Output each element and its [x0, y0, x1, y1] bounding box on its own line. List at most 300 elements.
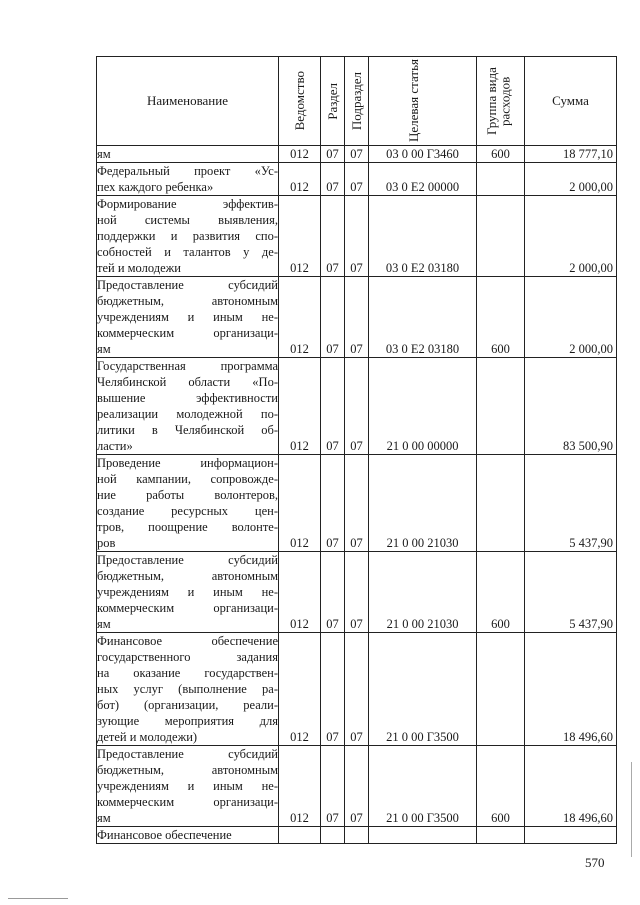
cell-spacer	[279, 681, 320, 697]
cell-spacer	[345, 665, 368, 681]
name-line: учреждениям и иным не-	[97, 779, 278, 793]
cell-target	[369, 827, 477, 844]
cell-spacer	[279, 649, 320, 665]
cell-spacer	[369, 697, 476, 713]
cell-spacer	[477, 665, 524, 681]
cell-spacer	[477, 374, 524, 390]
cell-spacer	[345, 762, 368, 778]
cell-spacer	[369, 325, 476, 341]
cell-value	[477, 438, 524, 454]
cell-spacer	[525, 600, 616, 616]
cell-name	[97, 196, 279, 277]
cell-spacer	[525, 665, 616, 681]
cell-spacer	[477, 568, 524, 584]
cell-value: 07	[326, 730, 339, 744]
cell-spacer	[279, 487, 320, 503]
cell-spacer	[321, 600, 344, 616]
cell-value: 012	[290, 342, 309, 356]
cell-subsection	[345, 633, 369, 746]
cell-spacer	[321, 244, 344, 260]
cell-spacer	[477, 519, 524, 535]
cell-spacer	[321, 293, 344, 309]
cell-name	[97, 552, 279, 633]
cell-spacer	[369, 422, 476, 438]
cell-value: 18 777,10	[563, 147, 613, 161]
cell-value	[477, 179, 524, 195]
cell-spacer	[525, 794, 616, 810]
cell-expense-group	[477, 277, 525, 358]
cell-spacer	[321, 358, 344, 374]
cell-spacer	[279, 163, 320, 179]
name-line: ласти»	[97, 439, 133, 453]
cell-spacer	[345, 422, 368, 438]
cell-spacer	[477, 633, 524, 649]
cell-department	[279, 146, 321, 163]
name-line: Финансовое обеспечение	[97, 634, 278, 648]
cell-spacer	[279, 665, 320, 681]
table-row	[97, 358, 617, 455]
table-row	[97, 277, 617, 358]
name-line: бюджетным, автономным	[97, 294, 278, 308]
cell-spacer	[279, 358, 320, 374]
cell-value: 07	[326, 180, 339, 194]
cell-spacer	[477, 584, 524, 600]
cell-spacer	[369, 746, 476, 762]
cell-spacer	[345, 325, 368, 341]
cell-spacer	[279, 325, 320, 341]
cell-spacer	[369, 649, 476, 665]
cell-spacer	[369, 778, 476, 794]
cell-spacer	[525, 778, 616, 794]
cell-spacer	[345, 293, 368, 309]
cell-spacer	[321, 584, 344, 600]
cell-spacer	[321, 762, 344, 778]
cell-spacer	[525, 406, 616, 422]
cell-value: 18 496,60	[563, 811, 613, 825]
cell-subsection	[345, 827, 369, 844]
cell-spacer	[321, 568, 344, 584]
cell-spacer	[321, 228, 344, 244]
cell-value: 2 000,00	[569, 180, 613, 194]
cell-value: 07	[326, 261, 339, 275]
header-name: Наименование	[97, 57, 279, 146]
cell-section	[321, 196, 345, 277]
cell-spacer	[321, 519, 344, 535]
name-line: учреждениям и иным не-	[97, 585, 278, 599]
cell-value: 012	[290, 730, 309, 744]
cell-spacer	[369, 487, 476, 503]
cell-spacer	[477, 778, 524, 794]
cell-value: 012	[290, 261, 309, 275]
cell-spacer	[369, 713, 476, 729]
cell-spacer	[525, 584, 616, 600]
cell-spacer	[525, 374, 616, 390]
cell-subsection	[345, 196, 369, 277]
cell-spacer	[369, 309, 476, 325]
cell-spacer	[345, 455, 368, 471]
cell-spacer	[477, 390, 524, 406]
cell-department	[279, 358, 321, 455]
cell-spacer	[477, 358, 524, 374]
cell-value: 07	[350, 617, 363, 631]
cell-spacer	[345, 746, 368, 762]
cell-value	[279, 827, 320, 843]
cell-spacer	[321, 633, 344, 649]
cell-spacer	[345, 163, 368, 179]
cell-spacer	[279, 762, 320, 778]
cell-spacer	[345, 277, 368, 293]
cell-value: 07	[326, 147, 339, 161]
cell-spacer	[345, 778, 368, 794]
cell-spacer	[321, 665, 344, 681]
cell-spacer	[477, 552, 524, 568]
cell-department	[279, 277, 321, 358]
cell-spacer	[345, 196, 368, 212]
cell-spacer	[477, 487, 524, 503]
cell-value: 07	[350, 439, 363, 453]
cell-spacer	[345, 552, 368, 568]
cell-sum	[525, 633, 617, 746]
cell-spacer	[369, 552, 476, 568]
cell-spacer	[321, 374, 344, 390]
cell-department	[279, 163, 321, 196]
name-line: ных услуг (выполнение ра-	[97, 682, 278, 696]
cell-spacer	[279, 584, 320, 600]
cell-spacer	[345, 487, 368, 503]
name-line: коммерческим организаци-	[97, 795, 278, 809]
table-row	[97, 552, 617, 633]
cell-value: 012	[290, 147, 309, 161]
cell-department	[279, 633, 321, 746]
cell-sum	[525, 277, 617, 358]
cell-name	[97, 827, 279, 844]
cell-spacer	[369, 293, 476, 309]
cell-value: 07	[350, 811, 363, 825]
cell-spacer	[477, 794, 524, 810]
cell-spacer	[477, 406, 524, 422]
cell-spacer	[477, 746, 524, 762]
name-line: поддержки и развития спо-	[97, 229, 278, 243]
cell-spacer	[279, 778, 320, 794]
cell-expense-group	[477, 552, 525, 633]
cell-spacer	[279, 519, 320, 535]
cell-subsection	[345, 455, 369, 552]
cell-spacer	[345, 390, 368, 406]
cell-spacer	[525, 212, 616, 228]
cell-spacer	[369, 212, 476, 228]
cell-department	[279, 552, 321, 633]
cell-department	[279, 196, 321, 277]
cell-target	[369, 146, 477, 163]
cell-spacer	[321, 406, 344, 422]
cell-spacer	[345, 600, 368, 616]
name-line: Челябинской области «По-	[97, 375, 278, 389]
cell-section	[321, 163, 345, 196]
cell-spacer	[369, 584, 476, 600]
name-line: на оказание государствен-	[97, 666, 278, 680]
cell-spacer	[369, 794, 476, 810]
cell-spacer	[279, 390, 320, 406]
cell-spacer	[369, 665, 476, 681]
cell-spacer	[279, 196, 320, 212]
cell-expense-group	[477, 146, 525, 163]
cell-spacer	[369, 600, 476, 616]
cell-spacer	[369, 196, 476, 212]
name-line: Проведение информацион-	[97, 456, 278, 470]
cell-spacer	[477, 228, 524, 244]
cell-spacer	[279, 422, 320, 438]
table-row	[97, 146, 617, 163]
cell-spacer	[279, 794, 320, 810]
cell-spacer	[345, 584, 368, 600]
cell-spacer	[369, 633, 476, 649]
cell-spacer	[369, 163, 476, 179]
cell-spacer	[321, 212, 344, 228]
table-row	[97, 196, 617, 277]
cell-spacer	[477, 196, 524, 212]
cell-spacer	[345, 649, 368, 665]
name-line: Предоставление субсидий	[97, 747, 278, 761]
cell-target	[369, 358, 477, 455]
cell-expense-group	[477, 358, 525, 455]
cell-spacer	[321, 277, 344, 293]
name-line: ям	[97, 147, 111, 161]
cell-spacer	[369, 390, 476, 406]
cell-spacer	[477, 681, 524, 697]
cell-section	[321, 746, 345, 827]
cell-value: 03 0 E2 03180	[385, 261, 460, 275]
cell-spacer	[525, 358, 616, 374]
cell-value: 600	[491, 342, 510, 356]
name-line: коммерческим организаци-	[97, 326, 278, 340]
cell-spacer	[369, 568, 476, 584]
cell-expense-group	[477, 746, 525, 827]
cell-spacer	[321, 649, 344, 665]
cell-section	[321, 277, 345, 358]
cell-spacer	[345, 471, 368, 487]
name-line: ям	[97, 617, 111, 631]
cell-value: 600	[491, 147, 510, 161]
cell-value	[477, 827, 524, 843]
cell-value: 2 000,00	[569, 342, 613, 356]
cell-spacer	[279, 228, 320, 244]
cell-name	[97, 146, 279, 163]
cell-sum	[525, 358, 617, 455]
cell-spacer	[369, 406, 476, 422]
cell-value: 21 0 00 Г3500	[386, 811, 459, 825]
cell-spacer	[477, 600, 524, 616]
cell-spacer	[477, 471, 524, 487]
cell-spacer	[345, 697, 368, 713]
cell-spacer	[369, 374, 476, 390]
cell-spacer	[525, 293, 616, 309]
cell-spacer	[279, 746, 320, 762]
cell-spacer	[321, 390, 344, 406]
cell-name	[97, 455, 279, 552]
cell-target	[369, 633, 477, 746]
cell-value: 600	[491, 811, 510, 825]
cell-spacer	[279, 713, 320, 729]
name-line: Формирование эффектив-	[97, 197, 278, 211]
cell-spacer	[321, 794, 344, 810]
cell-value: 012	[290, 617, 309, 631]
cell-spacer	[525, 309, 616, 325]
table-row	[97, 163, 617, 196]
cell-value: 21 0 00 21030	[386, 536, 459, 550]
cell-spacer	[279, 374, 320, 390]
cell-spacer	[345, 212, 368, 228]
cell-subsection	[345, 277, 369, 358]
cell-spacer	[345, 794, 368, 810]
cell-name	[97, 633, 279, 746]
cell-spacer	[279, 293, 320, 309]
cell-spacer	[321, 487, 344, 503]
cell-spacer	[525, 390, 616, 406]
cell-spacer	[321, 681, 344, 697]
cell-spacer	[345, 681, 368, 697]
cell-value: 18 496,60	[563, 730, 613, 744]
header-sum: Сумма	[525, 57, 617, 146]
cell-value	[525, 827, 616, 843]
cell-spacer	[477, 244, 524, 260]
cell-spacer	[279, 503, 320, 519]
cell-spacer	[477, 649, 524, 665]
name-line: ям	[97, 811, 111, 825]
cell-name	[97, 358, 279, 455]
cell-value: 03 0 E2 03180	[385, 342, 460, 356]
cell-spacer	[345, 633, 368, 649]
cell-spacer	[525, 713, 616, 729]
cell-spacer	[369, 244, 476, 260]
name-line: бюджетным, автономным	[97, 763, 278, 777]
cell-value: 21 0 00 00000	[386, 439, 459, 453]
table-row	[97, 746, 617, 827]
cell-spacer	[279, 697, 320, 713]
cell-value: 03 0 00 Г3460	[386, 147, 459, 161]
cell-spacer	[525, 277, 616, 293]
cell-spacer	[477, 697, 524, 713]
cell-value: 07	[326, 342, 339, 356]
cell-spacer	[321, 471, 344, 487]
cell-section	[321, 633, 345, 746]
cell-spacer	[369, 762, 476, 778]
cell-spacer	[525, 649, 616, 665]
name-line: Федеральный проект «Ус-	[97, 164, 278, 178]
name-line: бот) (организации, реали-	[97, 698, 278, 712]
cell-spacer	[525, 681, 616, 697]
cell-spacer	[525, 519, 616, 535]
name-line: реализации молодежной по-	[97, 407, 278, 421]
cell-spacer	[321, 325, 344, 341]
cell-section	[321, 358, 345, 455]
cell-expense-group	[477, 196, 525, 277]
cell-spacer	[525, 163, 616, 179]
name-line: ям	[97, 342, 111, 356]
name-line: Государственная программа	[97, 359, 278, 373]
name-line: собностей и талантов у де-	[97, 245, 278, 259]
cell-name	[97, 163, 279, 196]
cell-spacer	[477, 212, 524, 228]
cell-value	[477, 260, 524, 276]
cell-value: 012	[290, 536, 309, 550]
scan-artifact-line	[8, 898, 68, 899]
name-line: ние работы волонтеров,	[97, 488, 278, 502]
cell-spacer	[525, 325, 616, 341]
cell-value: 07	[326, 617, 339, 631]
cell-value	[477, 729, 524, 745]
name-line: зующие мероприятия для	[97, 714, 278, 728]
header-expense-group: Группа вида расходов	[477, 57, 525, 146]
cell-department	[279, 746, 321, 827]
cell-value: 2 000,00	[569, 261, 613, 275]
cell-spacer	[369, 277, 476, 293]
name-line: Предоставление субсидий	[97, 278, 278, 292]
cell-spacer	[525, 552, 616, 568]
cell-value: 5 437,90	[569, 536, 613, 550]
header-department: Ведомство	[279, 57, 321, 146]
cell-spacer	[525, 503, 616, 519]
cell-spacer	[477, 503, 524, 519]
cell-value: 07	[350, 180, 363, 194]
cell-value: 21 0 00 Г3500	[386, 730, 459, 744]
cell-target	[369, 552, 477, 633]
table-row	[97, 633, 617, 746]
cell-spacer	[345, 568, 368, 584]
cell-target	[369, 455, 477, 552]
cell-department	[279, 827, 321, 844]
cell-spacer	[477, 163, 524, 179]
cell-sum	[525, 827, 617, 844]
cell-sum	[525, 552, 617, 633]
table-row	[97, 455, 617, 552]
scan-artifact-line	[631, 762, 632, 857]
cell-spacer	[525, 762, 616, 778]
cell-spacer	[345, 406, 368, 422]
cell-sum	[525, 746, 617, 827]
cell-value: 07	[326, 439, 339, 453]
cell-spacer	[525, 455, 616, 471]
cell-sum	[525, 163, 617, 196]
cell-value	[345, 827, 368, 843]
name-line: ров	[97, 536, 116, 550]
cell-value: 07	[350, 536, 363, 550]
cell-spacer	[321, 422, 344, 438]
cell-spacer	[279, 455, 320, 471]
cell-target	[369, 196, 477, 277]
cell-subsection	[345, 552, 369, 633]
cell-sum	[525, 196, 617, 277]
cell-section	[321, 552, 345, 633]
cell-value	[369, 827, 476, 843]
cell-spacer	[525, 422, 616, 438]
name-line: вышение эффективности	[97, 391, 278, 405]
cell-spacer	[279, 633, 320, 649]
cell-spacer	[345, 358, 368, 374]
cell-value: 03 0 E2 00000	[385, 180, 460, 194]
cell-spacer	[345, 519, 368, 535]
name-line: государственного задания	[97, 650, 278, 664]
name-line: учреждениям и иным не-	[97, 310, 278, 324]
cell-spacer	[525, 697, 616, 713]
cell-sum	[525, 146, 617, 163]
cell-spacer	[321, 778, 344, 794]
cell-value: 07	[326, 536, 339, 550]
cell-spacer	[279, 309, 320, 325]
cell-department	[279, 455, 321, 552]
cell-spacer	[525, 228, 616, 244]
cell-target	[369, 746, 477, 827]
cell-target	[369, 277, 477, 358]
